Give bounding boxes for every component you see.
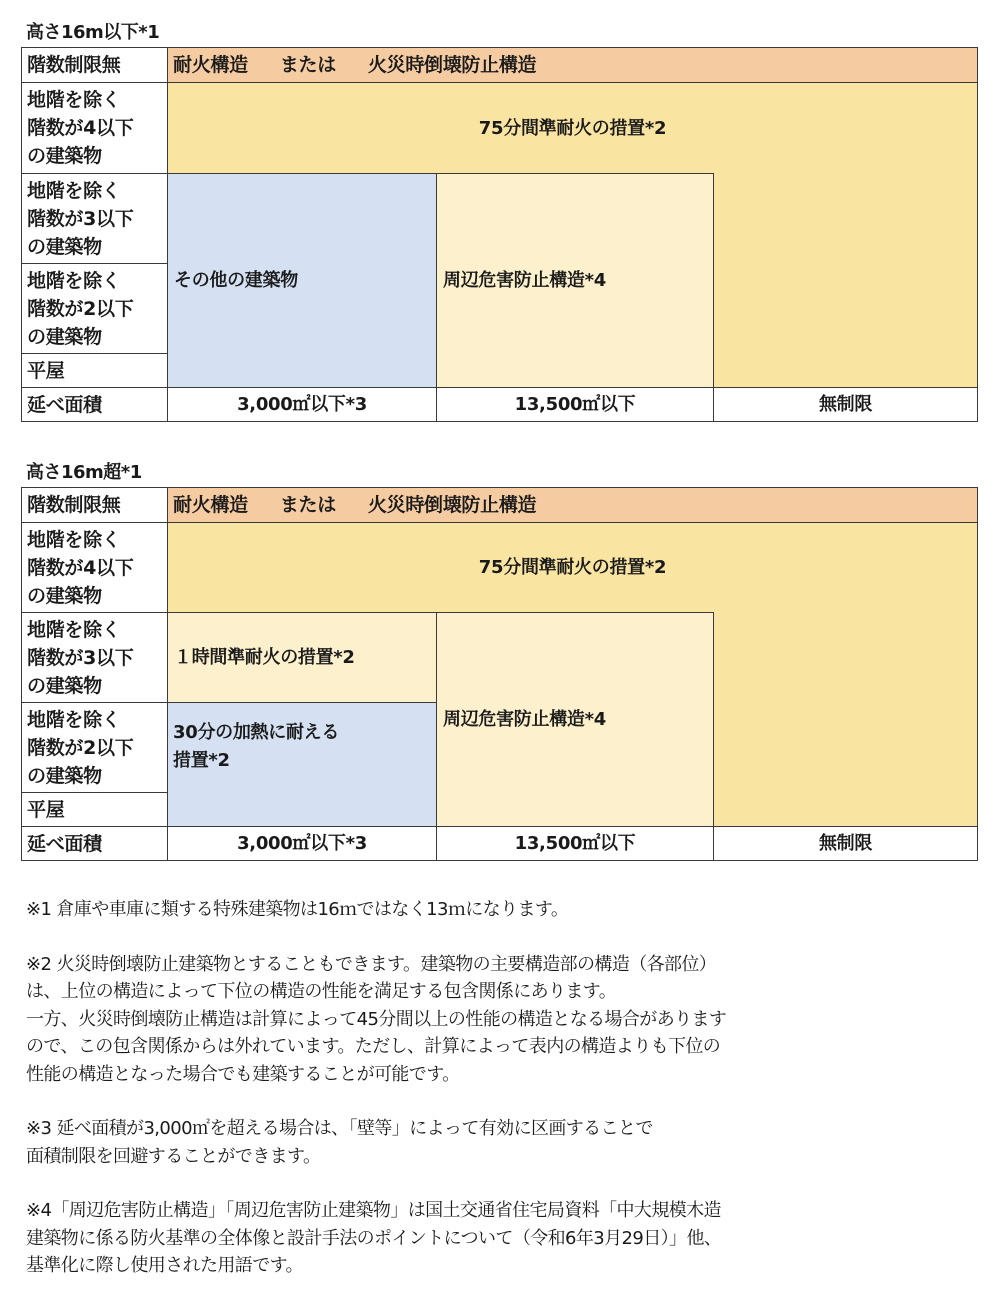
- row-header-label: の建築物: [27, 584, 102, 607]
- row-header-floors4: [21, 522, 168, 613]
- area-value: 3,000㎡以下*3: [237, 393, 367, 415]
- row-header-label: の建築物: [27, 235, 102, 258]
- row-header-label: 階数が3以下: [27, 207, 134, 230]
- area-unlimited: [713, 826, 978, 861]
- row-header-single-story: [21, 353, 168, 388]
- row-header-label: 平屋: [27, 359, 65, 382]
- hour1-region: [167, 612, 437, 703]
- area-value: 13,500㎡以下: [514, 393, 636, 415]
- area-value: 無制限: [818, 393, 873, 415]
- fireproof-header-cell: [167, 487, 978, 523]
- hour1-label: １時間準耐火の措置*2: [174, 646, 355, 668]
- header-text: 耐火構造: [173, 494, 248, 516]
- min30-label: 30分の加熱に耐える: [173, 722, 340, 743]
- row-header-label: 延べ面積: [27, 832, 102, 855]
- header-text: または: [279, 54, 336, 76]
- area-13500: [436, 826, 714, 861]
- footnote-line: 面積制限を回避することができます。: [26, 1145, 321, 1167]
- row-header-single-story: [21, 792, 168, 827]
- row-header-label: 地階を除く: [27, 89, 121, 111]
- header-text: または: [279, 494, 336, 516]
- min30-label: 措置*2: [173, 750, 230, 771]
- min75-label: 75分間準耐火の措置*2: [478, 557, 667, 578]
- other-buildings-label: その他の建築物: [174, 269, 298, 291]
- row-header-label: 地階を除く: [27, 269, 121, 292]
- row-header-floors2: [21, 263, 168, 354]
- perimeter-hazard-region: [436, 612, 714, 827]
- header-text: 火災時倒壊防止構造: [367, 494, 537, 516]
- row-header-label: 階数が2以下: [27, 297, 134, 320]
- row-header-unlimited: [21, 487, 168, 523]
- row-header-label: の建築物: [27, 674, 102, 697]
- footnote-line: ので、この包含関係からは外れています。ただし、計算によって表内の構造よりも下位の: [26, 1036, 721, 1057]
- header-text: 火災時倒壊防止構造: [367, 54, 537, 76]
- other-buildings-region: [167, 173, 437, 388]
- row-header-label: の建築物: [27, 764, 102, 787]
- row-header-label: の建築物: [27, 145, 102, 167]
- row-header-label: 階数制限無: [27, 54, 121, 76]
- min75-region: [167, 82, 978, 174]
- area-value: 無制限: [818, 832, 873, 854]
- perimeter-hazard-region: [436, 173, 714, 388]
- row-header-label: 階数が4以下: [27, 117, 134, 139]
- row-header-label: の建築物: [27, 325, 102, 348]
- row-header-label: 地階を除く: [27, 618, 121, 641]
- area-value: 3,000㎡以下*3: [237, 832, 367, 854]
- row-header-label: 階数制限無: [27, 494, 121, 516]
- table2: [21, 487, 978, 861]
- table1-title: 高さ16m以下*1: [26, 22, 160, 43]
- row-header-floor-area: [21, 826, 168, 861]
- row-header-label: 平屋: [27, 798, 65, 821]
- footnote-4: [26, 1197, 976, 1280]
- table1: [21, 47, 978, 422]
- footnote-line: 性能の構造となった場合でも建築することが可能です。: [26, 1063, 460, 1085]
- row-header-label: 延べ面積: [27, 393, 102, 416]
- row-header-floor-area: [21, 387, 168, 422]
- row-header-unlimited: [21, 47, 168, 83]
- area-value: 13,500㎡以下: [514, 832, 636, 854]
- row-header-floors3: [21, 173, 168, 264]
- row-header-label: 地階を除く: [27, 179, 121, 202]
- perimeter-hazard-label: 周辺危害防止構造*4: [443, 269, 606, 291]
- footnote-line: 基準化に際し使用された用語です。: [26, 1255, 303, 1276]
- fireproof-header-cell: [167, 47, 978, 83]
- area-13500: [436, 387, 714, 422]
- footnote-line: ※2 火災時倒壊防止建築物とすることもできます。建築物の主要構造部の構造（各部位）: [26, 953, 717, 975]
- footnote-line: ※1 倉庫や車庫に類する特殊建築物は16ｍではなく13ｍになります。: [26, 899, 569, 920]
- area-3000: [167, 826, 437, 861]
- table2-title: 高さ16m超*1: [26, 462, 142, 483]
- area-3000: [167, 387, 437, 422]
- row-header-floors4: [21, 82, 168, 174]
- footnote-line: ※3 延べ面積が3,000㎡を超える場合は、「壁等」によって有効に区画することで: [26, 1118, 653, 1139]
- row-header-floors3: [21, 612, 168, 703]
- footnote-3: [26, 1115, 976, 1170]
- header-text: 耐火構造: [173, 54, 248, 76]
- min75-label: 75分間準耐火の措置*2: [478, 117, 667, 139]
- row-header-label: 地階を除く: [27, 528, 121, 551]
- row-header-label: 階数が3以下: [27, 646, 134, 669]
- row-header-label: 階数が4以下: [27, 556, 134, 579]
- footnote-1: [26, 896, 976, 924]
- footnotes: [26, 896, 976, 1291]
- area-unlimited: [713, 387, 978, 422]
- row-header-label: 階数が2以下: [27, 736, 134, 759]
- row-header-label: 地階を除く: [27, 708, 121, 731]
- perimeter-hazard-label: 周辺危害防止構造*4: [443, 708, 606, 730]
- footnote-2: [26, 951, 976, 1089]
- min75-region: [167, 522, 978, 613]
- footnote-line: は、上位の構造によって下位の構造の性能を満足する包含関係にあります。: [26, 981, 617, 1002]
- footnote-line: 一方、火災時倒壊防止構造は計算によって45分間以上の性能の構造となる場合があります: [26, 1008, 727, 1030]
- footnote-line: 建築物に係る防火基準の全体像と設計手法のポイントについて（令和6年3月29日）」他、: [26, 1227, 722, 1249]
- footnote-line: ※4「周辺危害防止構造」「周辺危害防止建築物」は国土交通省住宅局資料「中大規模木造: [26, 1200, 721, 1221]
- row-header-floors2: [21, 702, 168, 793]
- min30-region: [167, 702, 437, 827]
